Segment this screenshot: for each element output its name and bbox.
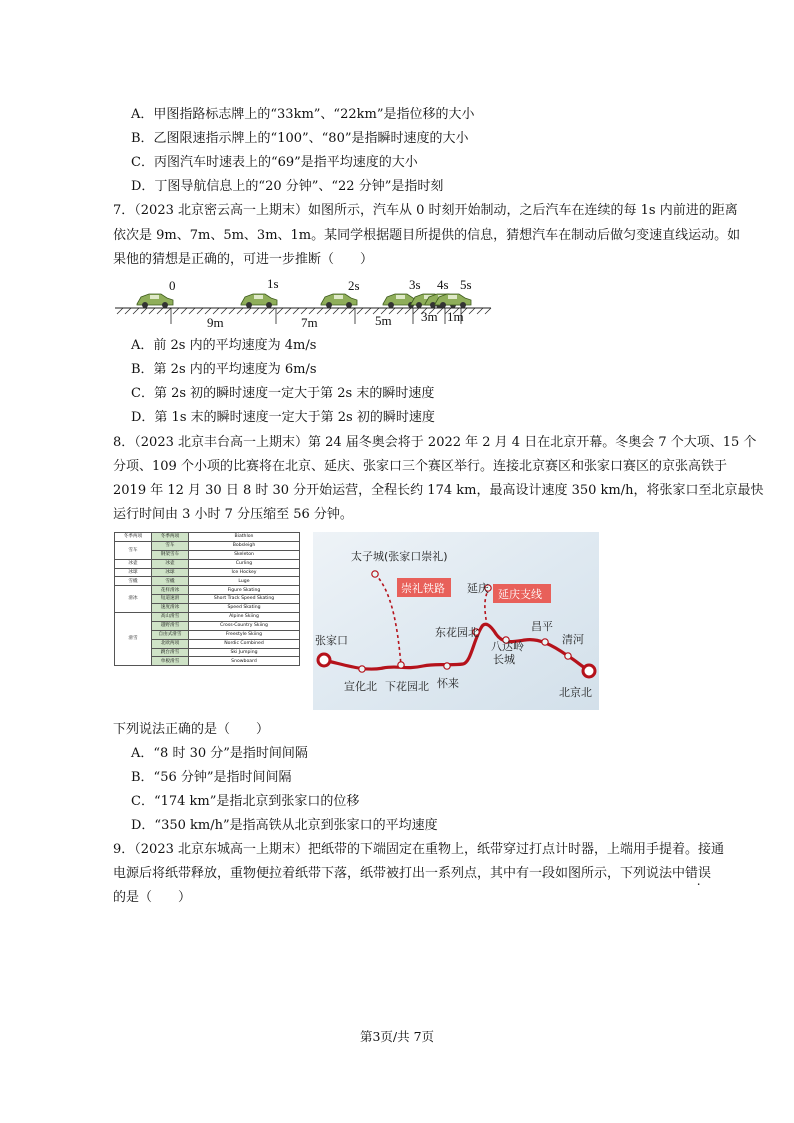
table-cell: 雪橇 [152, 577, 189, 586]
distance-label-3m: 3m [421, 309, 438, 324]
q9-stem-line3: 的是（ ） [113, 890, 192, 905]
railway-map [313, 532, 599, 710]
table-cell: Luge [189, 577, 300, 586]
table-cell: 滑冰 [115, 586, 152, 613]
q7-option-c: C．第 2s 初的瞬时速度一定大于第 2s 末的瞬时速度 [131, 386, 435, 401]
table-cell: 速度滑冰 [152, 604, 189, 613]
table-cell: 高山滑雪 [152, 613, 189, 622]
table-cell: Alpine Skiing [189, 613, 300, 622]
table-cell: 冬季两项 [115, 533, 152, 542]
time-label-3s: 3s [409, 278, 421, 292]
station-changcheng: 长城 [493, 653, 515, 666]
q8-stem-line3: 2019 年 12 月 30 日 8 时 30 分开始运营，全程长约 174 km，最高设计速度 350 km/h，将张家口至北京最快 [113, 483, 764, 498]
station-xuanhuabei: 宣化北 [344, 680, 377, 693]
station-changping: 昌平 [531, 620, 553, 633]
table-cell: Speed Skating [189, 604, 300, 613]
table-cell: Ice Hockey [189, 568, 300, 577]
q6-option-c: C．丙图汽车时速表上的“69”是指平均速度的大小 [131, 155, 418, 170]
table-cell: Ski Jumping [189, 648, 300, 657]
table-cell: 冰球 [115, 568, 152, 577]
table-cell: Cross-Country Skiing [189, 621, 300, 630]
station-donghuayuanbei: 东花园北 [435, 626, 479, 639]
table-cell: Short Track Speed Skating [189, 595, 300, 604]
distance-label-5m: 5m [375, 313, 392, 328]
time-label-0: 0 [169, 278, 176, 293]
table-row [115, 586, 300, 595]
q7-option-a: A．前 2s 内的平均速度为 4m/s [131, 338, 317, 353]
table-cell: Nordic Combined [189, 639, 300, 648]
table-row [115, 568, 300, 577]
branch-label-yanqing: 延庆支线 [498, 588, 542, 601]
station-zhangjiakou: 张家口 [315, 634, 348, 647]
q7-stem-line2: 依次是 9m、7m、5m、3m、1m。某同学根据题目所提供的信息，猜想汽车在制动后做匀变速直线运动。如 [113, 228, 741, 243]
time-label-4s: 4s [437, 278, 449, 292]
time-label-1s: 1s [267, 278, 279, 291]
time-label-2s: 2s [348, 278, 360, 293]
q7-stem-line3: 果他的猜想是正确的，可进一步推断（ ） [113, 252, 374, 267]
table-cell: 自由式滑雪 [152, 630, 189, 639]
station-beijingbei: 北京北 [559, 686, 592, 699]
table-cell: 花样滑冰 [152, 586, 189, 595]
table-cell: 短道速滑 [152, 595, 189, 604]
station-badaling: 八达岭 [491, 640, 524, 653]
q9-stem-line1: 9．（2023 北京东城高一上期末）把纸带的下端固定在重物上，纸带穿过打点计时器，上端用手提着。接通 [113, 842, 724, 857]
distance-label-1m: 1m [447, 309, 464, 324]
table-cell: 冰球 [152, 568, 189, 577]
time-label-5s: 5s [460, 278, 472, 292]
q8-option-c: C．“174 km”是指北京到张家口的位移 [131, 794, 360, 809]
q7-option-b: B．第 2s 内的平均速度为 6m/s [131, 362, 317, 377]
car-braking-figure [113, 278, 493, 336]
station-xiahuayuanbei: 下花园北 [385, 680, 429, 693]
q6-option-b: B．乙图限速指示牌上的“100”、“80”是指瞬时速度的大小 [131, 131, 469, 146]
table-cell: Bobsleigh [189, 541, 300, 550]
q8-stem-line2: 分项、109 个小项的比赛将在北京、延庆、张家口三个赛区举行。连接北京赛区和张家口赛区的京张高铁于 [113, 459, 727, 474]
q8-option-b: B．“56 分钟”是指时间间隔 [131, 770, 292, 785]
branch-label-chongli: 崇礼铁路 [401, 582, 445, 595]
station-yanqing: 延庆 [467, 582, 489, 595]
table-cell: Freestyle Skiing [189, 630, 300, 639]
table-cell: Curling [189, 559, 300, 568]
station-huailai: 怀来 [437, 677, 459, 690]
table-cell: 钢架雪车 [152, 550, 189, 559]
table-cell: 雪车 [152, 541, 189, 550]
q9-stem-line2-text: 电源后将纸带释放，重物便拉着纸带下落，纸带被打出一系列点，其中有一段如图所示，下列说法中 [113, 866, 686, 881]
table-cell: 冬季两项 [152, 533, 189, 542]
table-row [115, 613, 300, 622]
table-cell: Snowboard [189, 657, 300, 666]
table-row [115, 533, 300, 542]
table-cell: 越野滑雪 [152, 621, 189, 630]
q8-stem-line4: 运行时间由 3 小时 7 分压缩至 56 分钟。 [113, 507, 353, 522]
table-row [115, 577, 300, 586]
q9-stem-line2 [113, 866, 711, 882]
table-cell: 雪橇 [115, 577, 152, 586]
q7-option-d: D．第 1s 末的瞬时速度一定大于第 2s 初的瞬时速度 [131, 410, 435, 425]
table-row [115, 541, 300, 550]
page-footer: 第3页/共 7页 [359, 1029, 435, 1044]
q7-stem-line1: 7．（2023 北京密云高一上期末）如图所示，汽车从 0 时刻开始制动，之后汽车在连续的每 1s 内前进的距离 [113, 203, 738, 218]
table-cell: Figure Skating [189, 586, 300, 595]
table-cell: 冰壶 [152, 559, 189, 568]
table-row [115, 559, 300, 568]
q8-option-a: A．“8 时 30 分”是指时间间隔 [131, 746, 308, 761]
station-qinghe: 清河 [562, 633, 584, 646]
emphasized-word: 错误 [685, 866, 712, 881]
q8-stem-line1: 8．（2023 北京丰台高一上期末）第 24 届冬奥会将于 2022 年 2 月 4 日在北京开幕。冬奥会 7 个大项、15 个 [113, 435, 757, 450]
q6-option-d: D．丁图导航信息上的“20 分钟”、“22 分钟”是指时刻 [131, 179, 444, 194]
table-cell: 雪车 [115, 541, 152, 559]
table-cell: Skeleton [189, 550, 300, 559]
table-cell: 冰壶 [115, 559, 152, 568]
olympic-events-table [114, 532, 300, 666]
table-cell: 单板滑雪 [152, 657, 189, 666]
distance-label-7m: 7m [301, 315, 318, 330]
q6-option-a: A．甲图指路标志牌上的“33km”、“22km”是指位移的大小 [131, 107, 475, 122]
distance-label-9m: 9m [207, 315, 224, 330]
table-cell: 北欧两项 [152, 639, 189, 648]
table-cell: Biathlon [189, 533, 300, 542]
table-cell: 跳台滑雪 [152, 648, 189, 657]
station-taizicheng: 太子城(张家口崇礼) [351, 550, 448, 563]
q8-option-d: D．“350 km/h”是指高铁从北京到张家口的平均速度 [131, 818, 438, 833]
table-cell: 滑雪 [115, 613, 152, 666]
q8-prompt: 下列说法正确的是（ ） [113, 722, 270, 737]
